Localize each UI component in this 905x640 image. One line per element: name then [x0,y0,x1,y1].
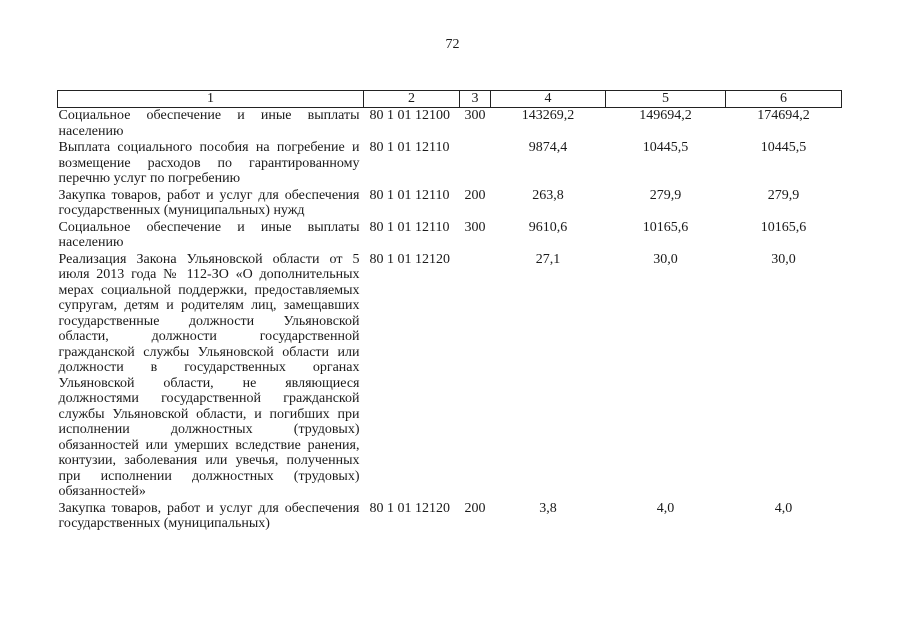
row-value-year-2: 4,0 [656,500,675,516]
row-expense-type: 200 [464,187,486,203]
row-name: Выплата социального пособия на погребение и возмещение расходов по гарантированному перечню услуг по погребению [58,140,360,186]
row-value-year-1: 3,8 [539,500,557,516]
row-code: 80 1 01 12110 [369,187,450,203]
column-number-5: 5 [606,91,726,108]
table-header-row [58,91,842,108]
budget-table [57,90,842,533]
row-value-year-2: 279,9 [649,187,682,203]
row-code: 80 1 01 12120 [369,251,450,267]
column-number-2: 2 [364,91,460,108]
row-value-year-2: 149694,2 [639,108,692,123]
row-expense-type [460,252,491,501]
table-row [58,140,842,188]
row-code: 80 1 01 12100 [369,108,450,123]
column-number-6: 6 [726,91,842,108]
row-value-year-2: 10445,5 [642,140,689,155]
column-number-1: 1 [58,91,364,108]
row-name: Социальное обеспечение и иные выплаты населению [58,219,360,250]
row-expense-type: 300 [464,108,486,123]
row-value-year-3: 279,9 [767,187,800,203]
table-row [58,501,842,533]
column-number-4: 4 [491,91,606,108]
row-value-year-3: 174694,2 [757,108,810,123]
row-name: Закупка товаров, работ и услуг для обеспечения государственных (муниципальных) [58,500,360,531]
row-name: Реализация Закона Ульяновской области от 5 июля 2013 года № 112-ЗО «О дополнительных мерах социальной поддержки, предоставляемых супругам, детям и родителям лиц, замещавших государственные должности Ульяновской области, должности государственной гражданской службы Ульяновской области или должности в государственных органах Ульяновской области, не являющиеся должностями государственной гражданской службы Ульяновской области, и погибших при исполнении должностных (трудовых) обязанностей или умерших вследствие ранения, контузии, заболевания или увечья, полученных при исполнении должностных (трудовых) обязанностей» [58,251,360,499]
row-value-year-3: 10165,6 [760,219,807,235]
column-number-3: 3 [460,91,491,108]
row-expense-type: 300 [464,219,486,235]
row-value-year-1: 263,8 [532,187,564,203]
row-expense-type: 200 [464,500,486,516]
row-code: 80 1 01 12110 [369,140,450,155]
row-value-year-1: 9610,6 [528,219,568,235]
table-row [58,108,842,141]
row-value-year-3: 10445,5 [760,140,807,155]
table-row [58,220,842,252]
row-code: 80 1 01 12120 [369,500,450,516]
row-value-year-1: 9874,4 [528,140,568,155]
row-value-year-1: 143269,2 [521,108,575,123]
row-value-year-2: 30,0 [653,251,678,267]
row-value-year-3: 30,0 [771,251,796,267]
row-code: 80 1 01 12110 [369,219,450,235]
row-value-year-3: 4,0 [774,500,793,516]
table-row [58,252,842,501]
page-number: 72 [445,37,460,52]
row-value-year-2: 10165,6 [642,219,689,235]
table-row [58,188,842,220]
row-value-year-1: 27,1 [535,251,561,267]
row-expense-type [460,140,491,188]
row-name: Социальное обеспечение и иные выплаты населению [58,108,360,139]
row-name: Закупка товаров, работ и услуг для обеспечения государственных (муниципальных) нужд [58,187,360,218]
